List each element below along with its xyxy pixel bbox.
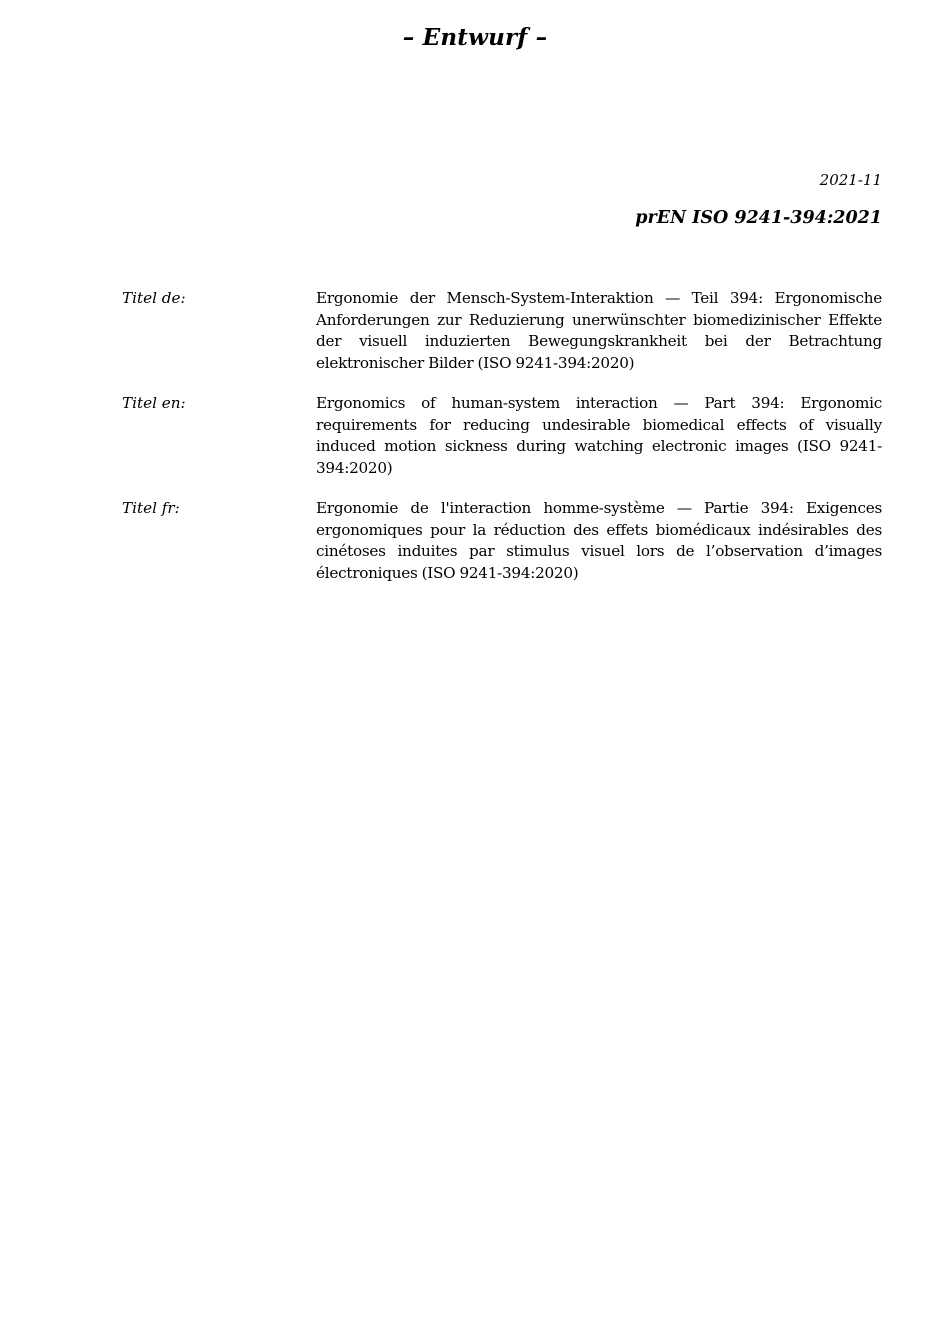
- title-label-en: Titel en:: [122, 394, 186, 412]
- document-number: prEN ISO 9241-394:2021: [635, 208, 882, 228]
- title-label-fr: Titel fr:: [122, 499, 180, 517]
- draft-banner: – Entwurf –: [402, 24, 548, 51]
- document-date: 2021-11: [819, 171, 882, 189]
- title-row-en: [122, 393, 882, 479]
- title-text-en: Ergonomics of human-system interaction — Part 394: Ergonomic requirements for reducing undesirable biomedical effects of visually induced motion sickness during watching electronic images (ISO 9241-394:2020): [316, 394, 882, 477]
- title-text-de: Ergonomie der Mensch-System-Interaktion — Teil 394: Ergonomische Anforderungen zur Reduzierung unerwünschter biomedizinischer Effekte der visuell induzierten Bewegungskrankheit bei der Betrachtung elektronischer Bilder (ISO 9241-394:2020): [316, 289, 882, 372]
- title-row-fr: [122, 498, 882, 584]
- title-text-fr: Ergonomie de l'interaction homme-système — Partie 394: Exigences ergonomiques pour la réduction des effets biomédicaux indésirables des cinétoses induites par stimulus visuel lors de l’observation d’images électroniques (ISO 9241-394:2020): [316, 499, 882, 582]
- title-label-de: Titel de:: [122, 289, 186, 307]
- title-row-de: [122, 288, 882, 374]
- titles-section: [122, 288, 882, 603]
